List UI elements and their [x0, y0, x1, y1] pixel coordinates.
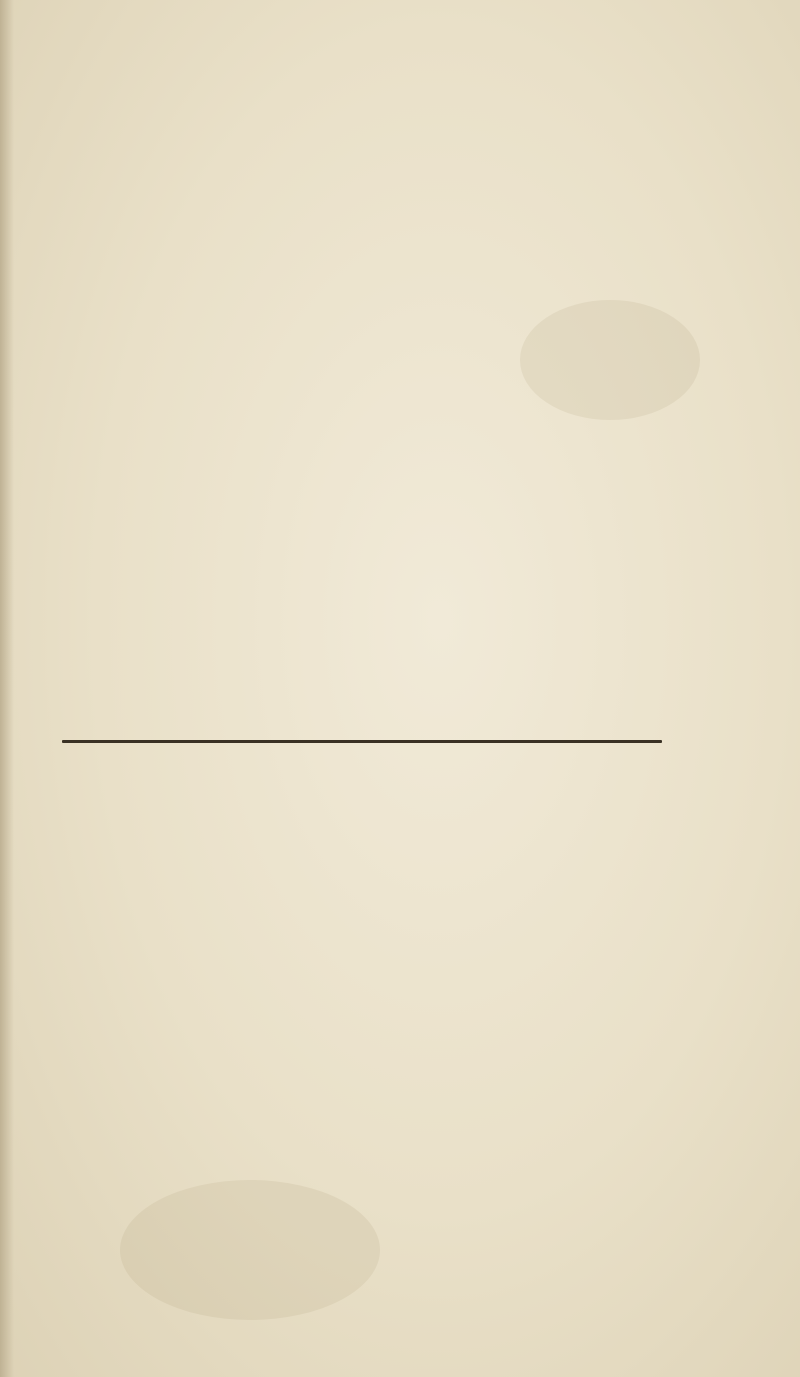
- section-divider-rule: [62, 740, 662, 743]
- page-gutter-shadow: [0, 0, 14, 1377]
- paper-stain: [120, 1180, 380, 1320]
- running-head: [78, 70, 718, 120]
- paper-stain: [520, 300, 700, 420]
- verse-block-bottom: [46, 955, 746, 1018]
- chapter-opening-line: [46, 955, 746, 1018]
